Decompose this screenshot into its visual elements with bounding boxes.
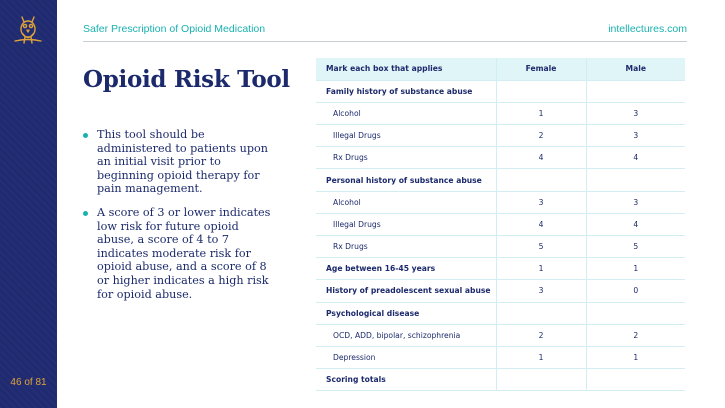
- female-score: [496, 80, 586, 102]
- female-score: 2: [496, 125, 586, 147]
- table-row: [316, 302, 685, 324]
- female-score: [496, 302, 586, 324]
- female-score: 2: [496, 324, 586, 346]
- sidebar: [0, 0, 57, 408]
- table-row: [316, 169, 685, 191]
- header-divider: [83, 41, 687, 42]
- table-row: [316, 80, 685, 102]
- table-header-row: [316, 58, 685, 80]
- male-score: 3: [586, 102, 685, 124]
- table-row: [316, 369, 685, 391]
- slide-title: Opioid Risk Tool: [83, 66, 290, 93]
- male-score: 3: [586, 191, 685, 213]
- item-label: Illegal Drugs: [316, 125, 496, 147]
- male-score: 2: [586, 324, 685, 346]
- female-score: 4: [496, 213, 586, 235]
- bullet-text: This tool should be administered to patients upon an initial visit prior to beginning opioid therapy for pain management.: [97, 128, 268, 196]
- item-label: Rx Drugs: [316, 147, 496, 169]
- male-score: 3: [586, 125, 685, 147]
- male-score: [586, 302, 685, 324]
- table-row: [316, 324, 685, 346]
- female-score: 4: [496, 147, 586, 169]
- table-row: [316, 346, 685, 368]
- female-score: [496, 369, 586, 391]
- opioid-risk-table: [316, 58, 685, 391]
- male-score: [586, 80, 685, 102]
- female-score: 3: [496, 191, 586, 213]
- male-score: 1: [586, 258, 685, 280]
- column-header-female: Female: [496, 58, 586, 80]
- owl-icon: [13, 14, 43, 48]
- category-label: Psychological disease: [316, 302, 496, 324]
- category-label: History of preadolescent sexual abuse: [316, 280, 496, 302]
- male-score: 5: [586, 236, 685, 258]
- table-row: [316, 236, 685, 258]
- bullet-text: A score of 3 or lower indicates low risk for future opioid abuse, a score of 4 to 7 indicates moderate risk for opioid abuse, and a score of 8 or higher indicates a high risk for opioid abuse.: [97, 205, 271, 301]
- table-row: [316, 191, 685, 213]
- female-score: 3: [496, 280, 586, 302]
- bullet-item: [83, 128, 275, 196]
- female-score: 5: [496, 236, 586, 258]
- category-label: Personal history of substance abuse: [316, 169, 496, 191]
- table-row: [316, 147, 685, 169]
- bullet-item: [83, 206, 275, 301]
- male-score: [586, 369, 685, 391]
- male-score: 0: [586, 280, 685, 302]
- female-score: 1: [496, 258, 586, 280]
- course-title: Safer Prescription of Opioid Medication: [83, 23, 266, 35]
- male-score: 1: [586, 346, 685, 368]
- table-row: [316, 125, 685, 147]
- female-score: [496, 169, 586, 191]
- table-row: [316, 258, 685, 280]
- category-label: Age between 16-45 years: [316, 258, 496, 280]
- table-row: [316, 213, 685, 235]
- item-label: OCD, ADD, bipolar, schizophrenia: [316, 324, 496, 346]
- bullet-dot-icon: [83, 211, 88, 216]
- item-label: Illegal Drugs: [316, 213, 496, 235]
- item-label: Depression: [316, 346, 496, 368]
- male-score: [586, 169, 685, 191]
- site-link[interactable]: intellectures.com: [608, 23, 687, 35]
- female-score: 1: [496, 102, 586, 124]
- male-score: 4: [586, 147, 685, 169]
- male-score: 4: [586, 213, 685, 235]
- column-header-item: Mark each box that applies: [316, 58, 496, 80]
- column-header-male: Male: [586, 58, 685, 80]
- category-label: Family history of substance abuse: [316, 80, 496, 102]
- category-label: Scoring totals: [316, 369, 496, 391]
- bullet-list: [83, 128, 275, 311]
- page-number: 46 of 81: [10, 377, 47, 388]
- bullet-dot-icon: [83, 133, 88, 138]
- item-label: Alcohol: [316, 102, 496, 124]
- table-row: [316, 102, 685, 124]
- female-score: 1: [496, 346, 586, 368]
- item-label: Alcohol: [316, 191, 496, 213]
- table-row: [316, 280, 685, 302]
- item-label: Rx Drugs: [316, 236, 496, 258]
